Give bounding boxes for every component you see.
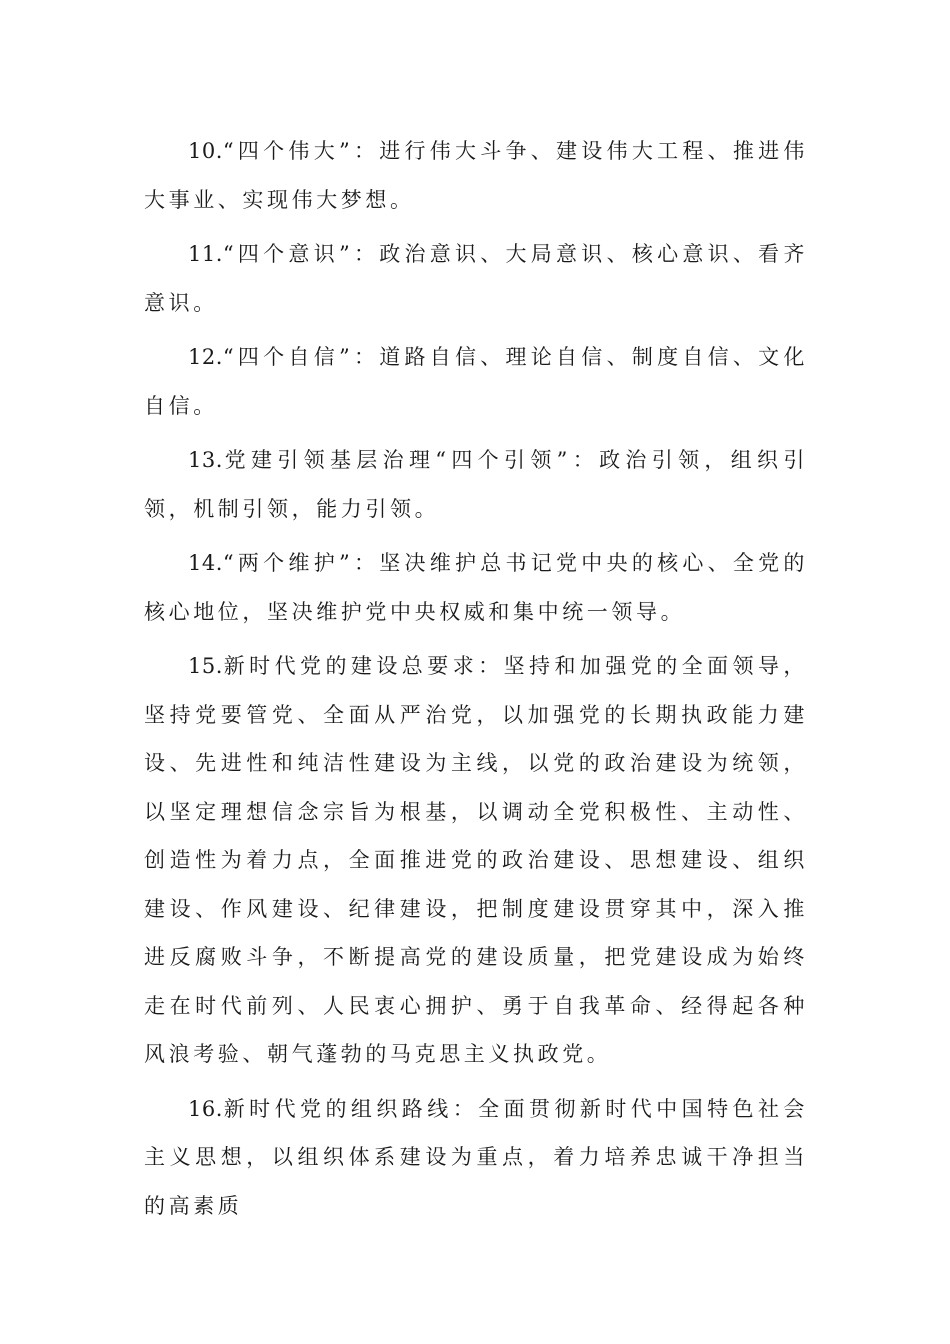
paragraph-text: 党建引领基层治理“四个引领”：政治引领，组织引领，机制引领，能力引领。 [144,448,808,521]
paragraph-14 [144,539,808,636]
document-body [144,127,808,1236]
item-number: 10. [188,139,223,163]
paragraph-text: 新时代党的建设总要求：坚持和加强党的全面领导，坚持党要管党、全面从严治党，以加强党的长期执政能力建设、先进性和纯洁性建设为主线，以党的政治建设为统领，以坚定理想信念宗旨为根基，以调动全党积极性、主动性、创造性为着力点，全面推进党的政治建设、思想建设、组织建设、作风建设、纪律建设，把制度建设贯穿其中，深入推进反腐败斗争，不断提高党的建设质量，把党建设成为始终走在时代前列、人民衷心拥护、勇于自我革命、经得起各种风浪考验、朝气蓬勃的马克思主义执政党。 [144,654,808,1066]
paragraph-text: “两个维护”：坚决维护总书记党中央的核心、全党的核心地位，坚决维护党中央权威和集中统一领导。 [144,551,808,624]
item-number: 15. [188,654,223,678]
paragraph-text: “四个伟大”：进行伟大斗争、建设伟大工程、推进伟大事业、实现伟大梦想。 [144,139,808,212]
paragraph-text: 新时代党的组织路线：全面贯彻新时代中国特色社会主义思想，以组织体系建设为重点，着力培养忠诚干净担当的高素质 [144,1096,808,1218]
item-number: 11. [188,242,223,266]
paragraph-10 [144,127,808,224]
item-number: 16. [188,1096,223,1121]
paragraph-13 [144,436,808,533]
paragraph-text: “四个自信”：道路自信、理论自信、制度自信、文化自信。 [144,345,808,418]
item-number: 14. [188,551,223,575]
paragraph-15 [144,642,808,1079]
paragraph-11 [144,230,808,327]
paragraph-text: “四个意识”：政治意识、大局意识、核心意识、看齐意识。 [144,242,808,315]
item-number: 12. [188,345,223,369]
paragraph-16 [144,1085,808,1231]
paragraph-12 [144,333,808,430]
item-number: 13. [188,448,223,472]
